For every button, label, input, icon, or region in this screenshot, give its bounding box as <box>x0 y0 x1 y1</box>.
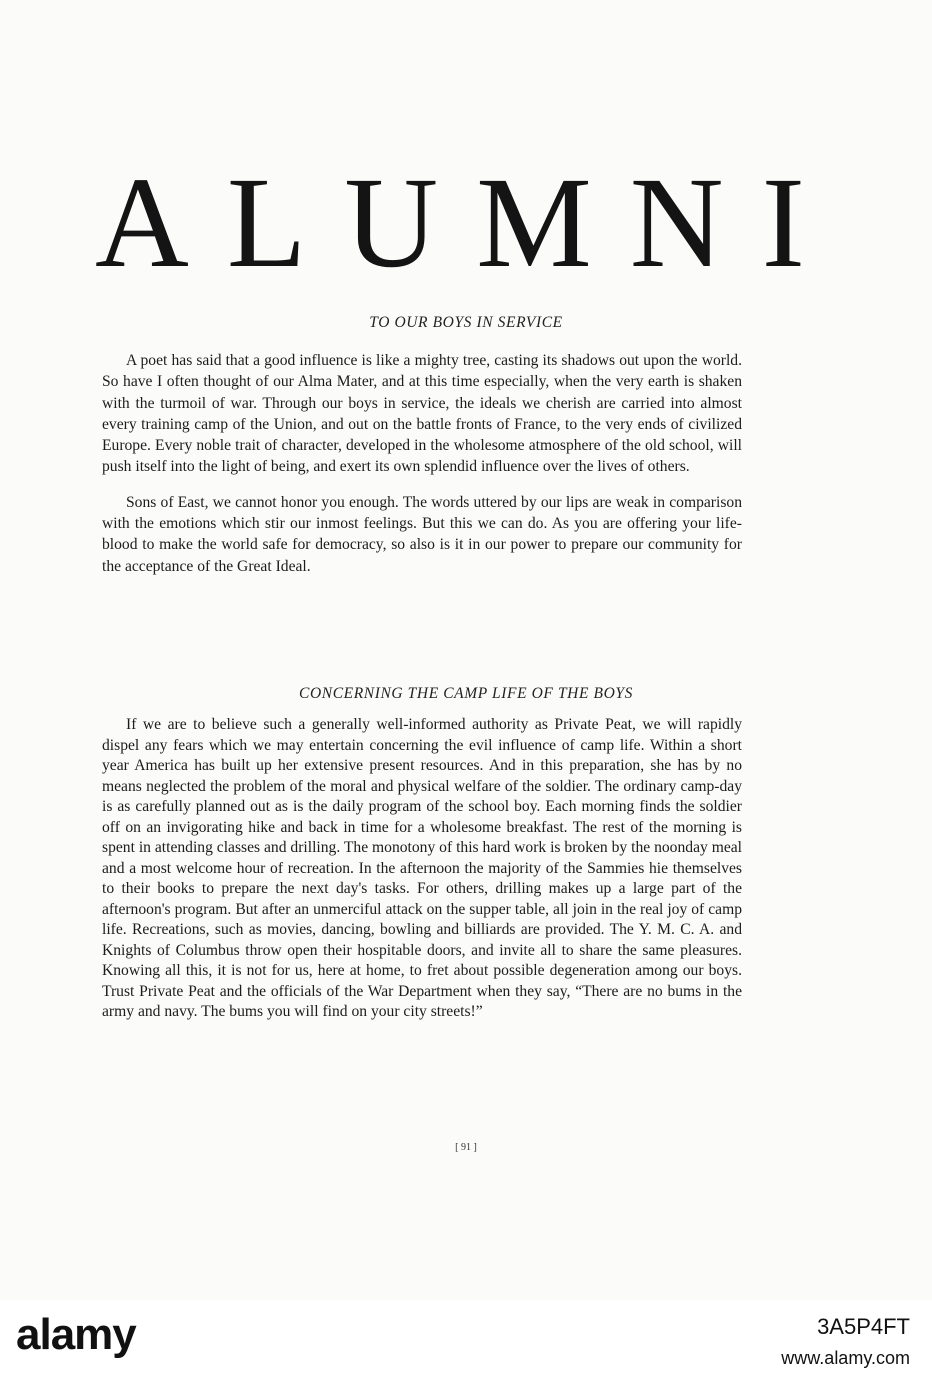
paragraph: If we are to believe such a generally well-informed authority as Private Peat, we will rapidly dispel any fears which we may entertain concerning the evil influence of camp life. Within a short year America has built up her extensive present resources. And in this preparation, she has by no means neglected the problem of the moral and physical welfare of the soldier. The ordinary camp-day is as carefully planned out as is the daily program of the school boy. Each morning finds the soldier off on an invigorating hike and back in time for a wholesome breakfast. The rest of the morning is spent in attending classes and drilling. The monotony of this hard work is broken by the noonday meal and a most welcome hour of recreation. In the afternoon the majority of the Sammies hie themselves to their books to prepare the next day's tasks. For others, drilling makes up a large part of the afternoon's program. But after an unmerciful attack on the supper table, all join in the real joy of camp life. Recreations, such as movies, dancing, bowling and billiards are provided. The Y. M. C. A. and Knights of Columbus throw open their hospitable doors, and invite all to share the same pleasures. Knowing all this, it is not for us, here at home, to fret about possible degeneration among our boys. Trust Private Peat and the officials of the War Department when they say, “There are no bums in the army and navy. The bums you will find on your city streets!” <box>102 716 742 1020</box>
paragraph: Sons of East, we cannot honor you enough. The words uttered by our lips are weak in comparison with the emotions which stir our inmost feelings. But this we can do. As you are offering your life-blood to make the world safe for democracy, so also is it in our power to prepare our community for the acceptance of the Great Ideal. <box>102 493 742 575</box>
stock-watermark-bar <box>0 1300 932 1390</box>
image-id: 3A5P4FT <box>817 1314 910 1339</box>
paragraph: A poet has said that a good influence is like a mighty tree, casting its shadows out upon the world. So have I often thought of our Alma Mater, and at this time especially, when the very earth is shaken with the turmoil of war. Through our boys in service, the ideals we cherish are carried into almost every training camp of the Union, and out on the battle fronts of France, to the very ends of civilized Europe. Every noble trait of character, developed in the wholesome atmosphere of the old school, will push itself into the light of being, and exert its own splendid influence over the lives of others. <box>102 352 742 476</box>
section-heading-service: TO OUR BOYS IN SERVICE <box>369 314 563 331</box>
section-heading-camp-life: CONCERNING THE CAMP LIFE OF THE BOYS <box>299 685 633 702</box>
section-body-camp-life <box>102 715 742 1023</box>
page-title: ALUMNI <box>95 151 843 295</box>
stock-url: www.alamy.com <box>781 1348 910 1368</box>
stock-logo: alamy <box>16 1310 136 1359</box>
page-number: [ 91 ] <box>455 1142 477 1153</box>
section-body-service <box>102 350 742 577</box>
